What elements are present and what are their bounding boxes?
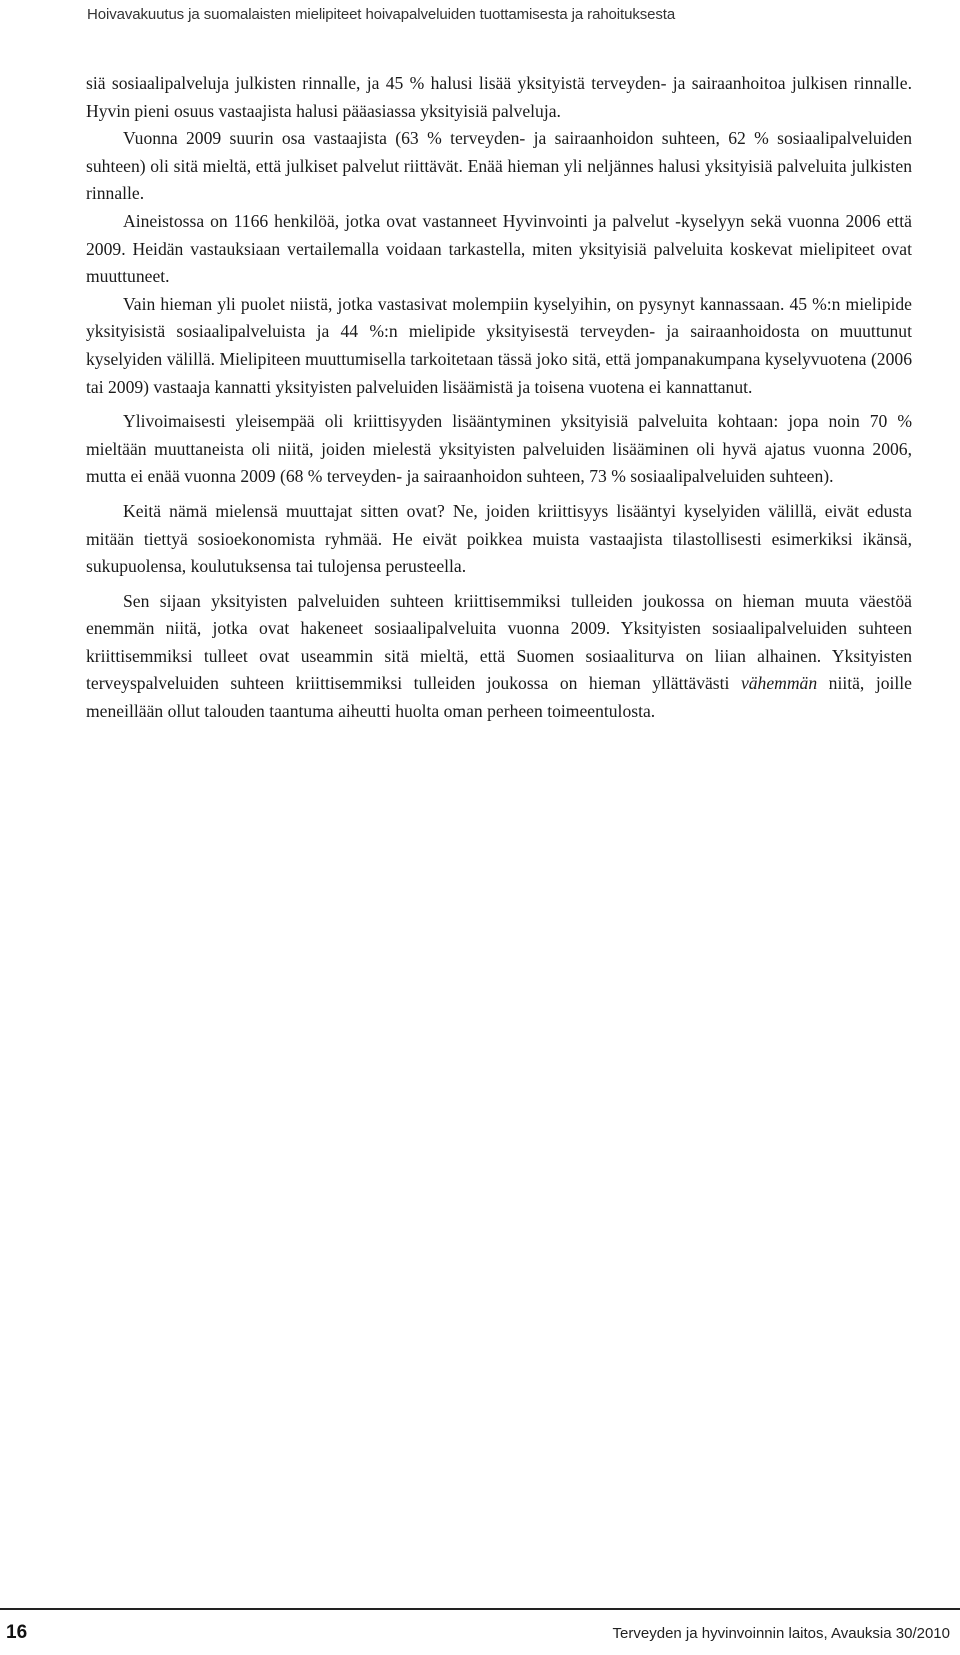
body-text bbox=[86, 70, 912, 726]
paragraph: Vain hieman yli puolet niistä, jotka vastasivat molempiin kyselyihin, on pysynyt kannassaan. 45 %:n mielipide yksityisistä sosiaalipalveluista ja 44 %:n mielipide yksityisestä terveyden- ja sairaanhoidosta on muuttunut kyselyiden välillä. Mielipiteen muuttumisella tarkoitetaan tässä joko sitä, että jompanakumpana kyselyvuotena (2006 tai 2009) vastaaja kannatti yksityisten palveluiden lisäämistä ja toisena vuotena ei kannattanut. bbox=[86, 293, 912, 397]
paragraph: Aineistossa on 1166 henkilöä, jotka ovat vastanneet Hyvinvointi ja palvelut -kyselyyn sekä vuonna 2006 että 2009. Heidän vastauksiaan vertailemalla voidaan tarkastella, miten yksityisiä palveluita koskevat mielipiteet ovat muuttuneet. bbox=[86, 210, 912, 287]
paragraph: Vuonna 2009 suurin osa vastaajista (63 % terveyden- ja sairaanhoidon suhteen, 62 % sosiaalipalveluiden suhteen) oli sitä mieltä, että julkiset palvelut riittävät. Enää hieman yli neljännes halusi yksityisiä palveluita julkisten rinnalle. bbox=[86, 128, 912, 204]
footer-rule bbox=[0, 1608, 960, 1610]
paragraph: Keitä nämä mielensä muuttajat sitten ovat? Ne, joiden kriittisyys lisääntyi kyselyiden välillä, eivät edusta mitään tiettyä sosioekonomista ryhmää. He eivät poikkea muista vastaajista tilastollisesti esimerkiksi ikänsä, sukupuolensa, koulutuksensa tai tulojensa perusteella. bbox=[86, 500, 912, 577]
footer-publication: Terveyden ja hyvinvoinnin laitos, Avauksia 30/2010 bbox=[612, 1625, 950, 1642]
paragraph: siä sosiaalipalveluja julkisten rinnalle, ja 45 % halusi lisää yksityistä terveyden- ja sairaanhoitoa julkisen rinnalle. Hyvin pieni osuus vastaajista halusi pääasiassa yksityisiä palveluja. bbox=[86, 73, 912, 121]
paragraph bbox=[86, 588, 912, 726]
emphasis-text: vähemmän bbox=[740, 673, 818, 694]
paragraph-text: niitä, joille meneillään ollut talouden taantuma aiheutti huolta oman perheen toimeentulosta. bbox=[86, 673, 912, 722]
paragraph-text: Sen sijaan yksityisten palveluiden suhteen kriittisemmiksi tulleiden joukossa on hieman muuta väestöä enemmän niitä, jotka ovat hakeneet sosiaalipalveluita vuonna 2009. Yksityisten sosiaalipalveluiden suhteen kriittisemmiksi tulleet ovat useammin sitä mieltä, että Suomen sosiaaliturva on liian alhainen. Yksityisten terveyspalveluiden suhteen kriittisemmiksi tulleiden joukossa on hieman yllättävästi bbox=[86, 590, 912, 694]
page-number: 16 bbox=[6, 1622, 28, 1643]
paragraph: Ylivoimaisesti yleisempää oli kriittisyyden lisääntyminen yksityisiä palveluita kohtaan: jopa noin 70 % mieltään muuttaneista oli niitä, joiden mielestä yksityisten palveluiden lisääminen oli hyvä ajatus vuonna 2006, mutta ei enää vuonna 2009 (68 % terveyden- ja sairaanhoidon suhteen, 73 % sosiaalipalveluiden suhteen). bbox=[86, 411, 912, 487]
running-header-title: Hoivavakuutus ja suomalaisten mielipiteet hoivapalveluiden tuottamisesta ja rahoituksesta bbox=[87, 6, 676, 23]
